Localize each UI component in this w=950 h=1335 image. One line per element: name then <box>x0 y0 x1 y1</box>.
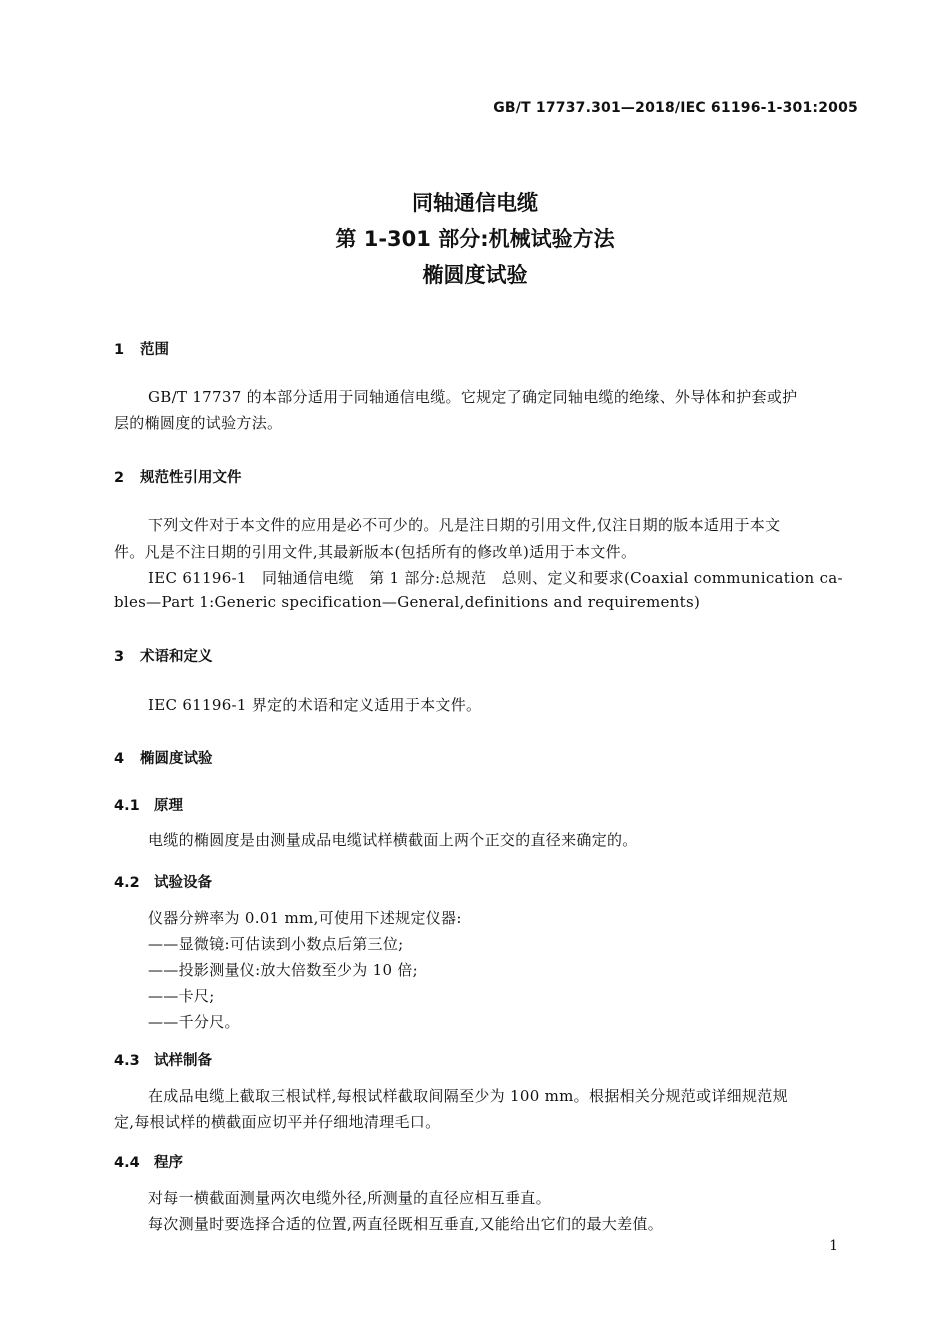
subsection-number: 4.3 <box>114 1053 140 1069</box>
equipment-list-item: ——显微镜:可估读到小数点后第三位; <box>148 935 404 953</box>
section-4-3-heading <box>114 1049 212 1070</box>
subsection-title: 试样制备 <box>154 1053 212 1069</box>
section-number: 3 <box>114 649 125 665</box>
section-4-heading <box>114 747 213 768</box>
section-title: 椭圆度试验 <box>140 751 213 767</box>
section-number: 4 <box>114 751 125 767</box>
section-4-4-paragraph-1: 对每一横截面测量两次电缆外径,所测量的直径应相互垂直。 <box>148 1189 551 1207</box>
subsection-title: 试验设备 <box>154 875 212 891</box>
subsection-number: 4.1 <box>114 798 140 814</box>
normative-reference-line-2: bles—Part 1:Generic specification—General,definitions and requirements) <box>114 593 701 611</box>
section-4-4-paragraph-2: 每次测量时要选择合适的位置,两直径既相互垂直,又能给出它们的最大差值。 <box>148 1215 664 1233</box>
section-number: 2 <box>114 470 125 486</box>
section-number: 1 <box>114 342 125 358</box>
page-number: 1 <box>829 1238 838 1254</box>
equipment-list-item: ——卡尺; <box>148 987 215 1005</box>
section-2-paragraph-line-2: 件。凡是不注日期的引用文件,其最新版本(包括所有的修改单)适用于本文件。 <box>114 543 637 561</box>
subsection-title: 程序 <box>154 1155 183 1171</box>
equipment-list-item: ——千分尺。 <box>148 1013 240 1031</box>
section-1-heading <box>114 338 169 359</box>
section-1-paragraph-line-2: 层的椭圆度的试验方法。 <box>114 414 283 432</box>
section-4-1-heading <box>114 794 183 815</box>
equipment-list-item: ——投影测量仪:放大倍数至少为 10 倍; <box>148 961 419 979</box>
section-1-paragraph-line-1: GB/T 17737 的本部分适用于同轴通信电缆。它规定了确定同轴电缆的绝缘、外导体和护套或护 <box>148 388 798 406</box>
section-4-3-paragraph-line-1: 在成品电缆上截取三根试样,每根试样截取间隔至少为 100 mm。根据相关分规范或详细规范规 <box>148 1087 788 1105</box>
document-title-line-1: 同轴通信电缆 <box>412 191 538 215</box>
section-title: 术语和定义 <box>140 649 213 665</box>
section-title: 范围 <box>140 342 169 358</box>
section-2-heading <box>114 466 242 487</box>
document-title-line-2: 第 1-301 部分:机械试验方法 <box>335 227 615 251</box>
normative-reference-line-1: IEC 61196-1 同轴通信电缆 第 1 部分:总规范 总则、定义和要求(Coaxial communication ca- <box>148 569 843 587</box>
section-4-1-paragraph: 电缆的椭圆度是由测量成品电缆试样横截面上两个正交的直径来确定的。 <box>148 831 638 849</box>
section-4-2-intro: 仪器分辨率为 0.01 mm,可使用下述规定仪器: <box>148 909 462 927</box>
section-4-4-heading <box>114 1151 183 1172</box>
section-2-paragraph-line-1: 下列文件对于本文件的应用是必不可少的。凡是注日期的引用文件,仅注日期的版本适用于本文 <box>148 516 781 534</box>
document-title-line-3: 椭圆度试验 <box>422 263 528 287</box>
subsection-number: 4.4 <box>114 1155 140 1171</box>
standard-code: GB/T 17737.301—2018/IEC 61196-1-301:2005 <box>493 100 858 116</box>
subsection-number: 4.2 <box>114 875 140 891</box>
section-4-2-heading <box>114 871 212 892</box>
section-3-heading <box>114 645 213 666</box>
section-4-3-paragraph-line-2: 定,每根试样的横截面应切平并仔细地清理毛口。 <box>114 1113 441 1131</box>
section-3-paragraph: IEC 61196-1 界定的术语和定义适用于本文件。 <box>148 696 482 714</box>
subsection-title: 原理 <box>154 798 183 814</box>
section-title: 规范性引用文件 <box>140 470 242 486</box>
